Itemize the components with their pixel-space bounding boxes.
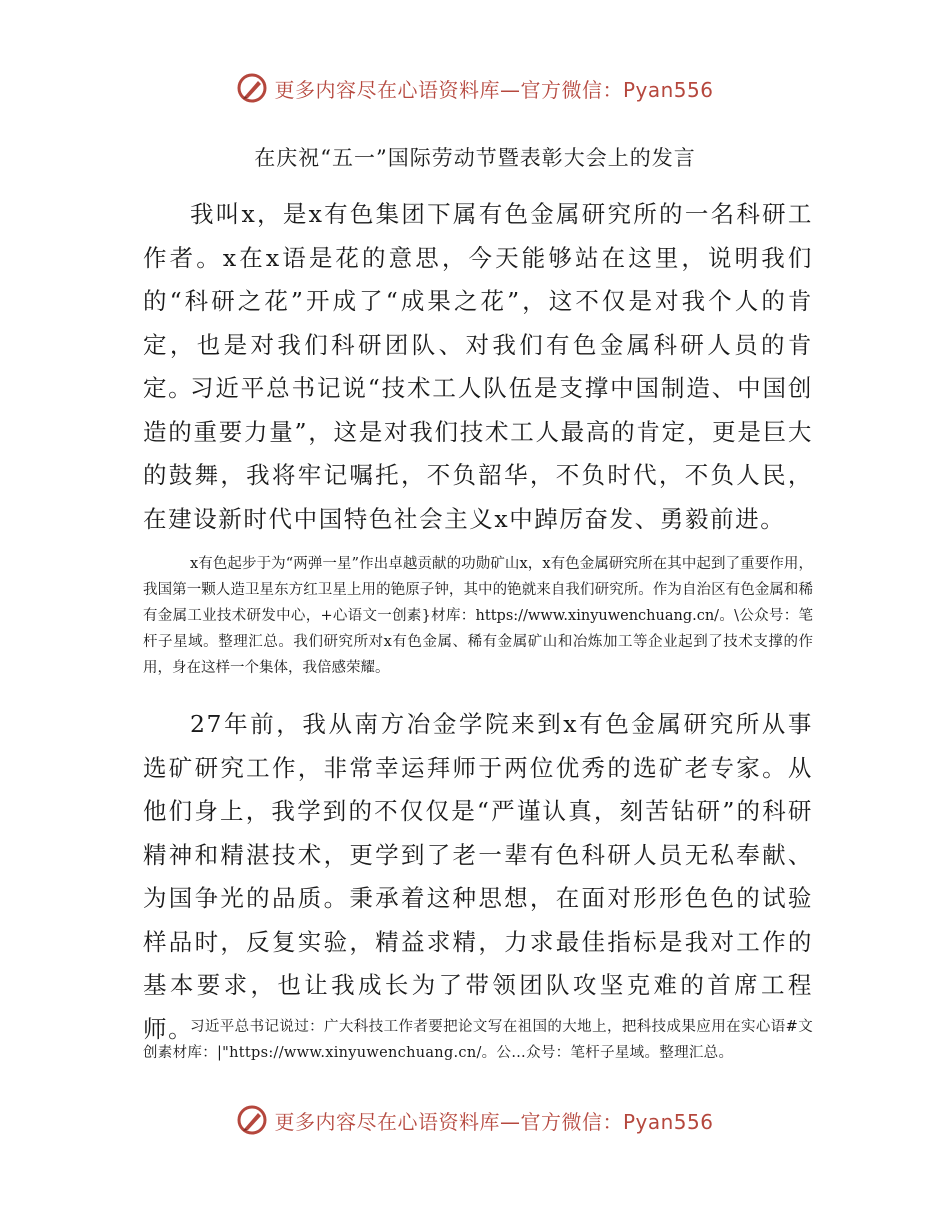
paragraph-3: 27年前，我从南方冶金学院来到x有色金属研究所从事选矿研究工作，非常幸运拜师于两位优秀的选矿老专家。从他们身上，我学到的不仅仅是“严谨认真，刻苦钻研”的科研精神和精湛技术，更学到了老一辈有色科研人员无私奉献、为国争光的品质。秉承着这种思想，在面对形形色色的试验样品时，反复实验，精益求精，力求最佳指标是我对工作的基本要求，也让我成长为了带领团队攻坚克难的首席工程师。 bbox=[143, 710, 813, 1043]
footer-banner-text: 更多内容尽在心语资料库—官方微信：Pyan556 bbox=[274, 1109, 714, 1134]
footer-banner bbox=[0, 1104, 950, 1136]
pen-logo-icon bbox=[236, 1104, 268, 1136]
paragraph-2: 习近平总书记说“技术工人队伍是支撑中国制造、中国创造的重要力量”，这是对我们技术工人最高的肯定，更是巨大的鼓舞，我将牢记嘱托，不负韶华，不负时代，不负人民，在建设新时代中国特色社会主义x中踔厉奋发、勇毅前进。 bbox=[143, 374, 813, 533]
small-note-1: x有色起步于为“两弹一星”作出卓越贡献的功勋矿山x，x有色金属研究所在其中起到了重要作用，我国第一颗人造卫星东方红卫星上用的铯原子钟，其中的铯就来自我们研究所。作为自治区有色金属和稀有金属工业技术研发中心，+心语文一创素}材库：https://www.xinyuwenchuang.cn/。\公众号：笔杆子星域。整理汇总。我们研究所对x有色金属、稀有金属矿山和冶炼加工等企业起到了技术支撑的作用，身在这样一个集体，我倍感荣耀。 bbox=[143, 556, 813, 676]
header-banner bbox=[0, 72, 950, 104]
paragraph-1: 我叫x，是x有色集团下属有色金属研究所的一名科研工作者。x在x语是花的意思，今天能够站在这里，说明我们的“科研之花”开成了“成果之花”，这不仅是对我个人的肯定，也是对我们科研团队、对我们有色金属科研人员的肯定。 bbox=[143, 200, 813, 402]
pen-logo-icon bbox=[236, 72, 268, 104]
small-note-2: 习近平总书记说过：广大科技工作者要把论文写在祖国的大地上，把科技成果应用在实心语#文创素材库：|"https://www.xinyuwenchuang.cn/。公…众号：笔杆子星域。整理汇总。 bbox=[143, 1019, 813, 1061]
document-title: 在庆祝“五一”国际劳动节暨表彰大会上的发言 bbox=[254, 146, 696, 170]
header-banner-text: 更多内容尽在心语资料库—官方微信：Pyan556 bbox=[274, 77, 714, 102]
